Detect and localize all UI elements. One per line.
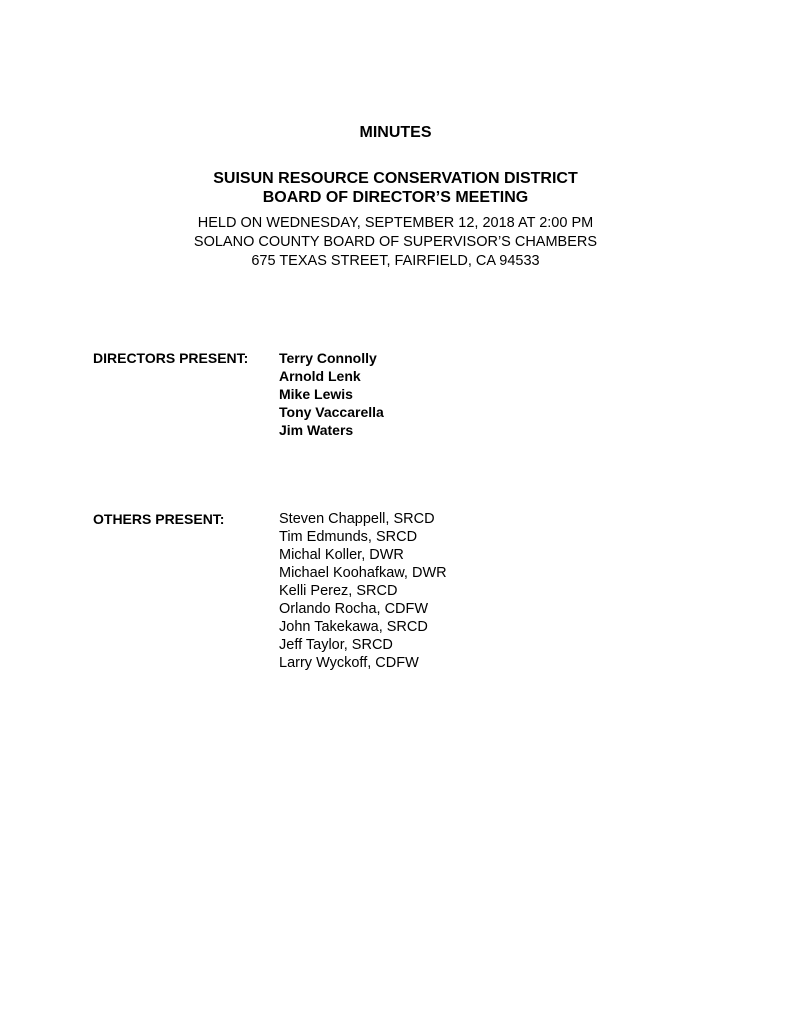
attendee-name: Larry Wyckoff, CDFW <box>279 655 419 671</box>
attendee-name: Jeff Taylor, SRCD <box>279 637 393 653</box>
director-name: Tony Vaccarella <box>279 404 384 420</box>
organization-name: SUISUN RESOURCE CONSERVATION DISTRICT <box>213 170 578 187</box>
directors-list <box>279 349 384 439</box>
attendee-name: Kelli Perez, SRCD <box>279 583 398 599</box>
attendee-name: Michal Koller, DWR <box>279 547 404 563</box>
director-name: Mike Lewis <box>279 386 353 402</box>
attendee-name: Steven Chappell, SRCD <box>279 511 435 527</box>
meeting-date-line: HELD ON WEDNESDAY, SEPTEMBER 12, 2018 AT 2:00 PM <box>197 215 594 231</box>
organization-heading <box>0 169 791 207</box>
meeting-name: BOARD OF DIRECTOR’S MEETING <box>262 189 529 206</box>
attendee-name: Tim Edmunds, SRCD <box>279 529 418 545</box>
director-name: Terry Connolly <box>279 350 377 366</box>
document-title: MINUTES <box>359 124 432 141</box>
director-name: Arnold Lenk <box>279 368 361 384</box>
attendee-name: Michael Koohafkaw, DWR <box>279 565 447 581</box>
meeting-address-line: 675 TEXAS STREET, FAIRFIELD, CA 94533 <box>251 253 540 269</box>
others-present-label: OTHERS PRESENT: <box>93 511 225 527</box>
director-name: Jim Waters <box>279 422 354 438</box>
directors-present-label: DIRECTORS PRESENT: <box>93 350 249 366</box>
attendee-name: John Takekawa, SRCD <box>279 619 428 635</box>
meeting-location-line: SOLANO COUNTY BOARD OF SUPERVISOR’S CHAMBERS <box>193 234 598 250</box>
attendee-name: Orlando Rocha, CDFW <box>279 601 429 617</box>
others-list <box>279 510 447 672</box>
meeting-details <box>0 214 791 271</box>
